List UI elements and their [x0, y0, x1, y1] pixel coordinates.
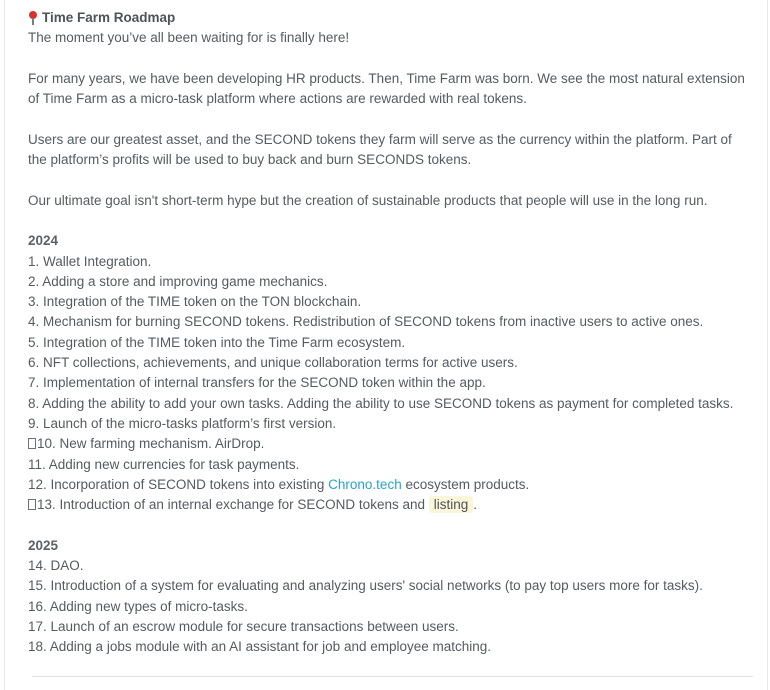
roadmap-item: 3. Integration of the TIME token on the TON blockchain.	[28, 294, 362, 310]
round-pushpin-icon	[28, 10, 38, 26]
paragraph-2-line-2: the platform’s profits will be used to buy back and burn SECONDS tokens.	[28, 152, 472, 168]
year-heading-2025: 2025	[28, 537, 59, 553]
post-title-text: Time Farm Roadmap	[42, 10, 176, 25]
divider	[32, 676, 753, 677]
roadmap-item: 2. Adding a store and improving game mechanics.	[28, 273, 328, 289]
missing-glyph-icon	[28, 499, 36, 510]
roadmap-item: 14. DAO.	[28, 558, 84, 574]
roadmap-item-12	[28, 475, 753, 495]
missing-glyph-icon	[28, 438, 36, 449]
listing-tag: listing	[429, 496, 474, 513]
roadmap-item: 5. Integration of the TIME token into the Time Farm ecosystem.	[28, 334, 406, 350]
roadmap-item: 15. Introduction of a system for evaluating and analyzing users' social networks (to pay top users more for tasks).	[28, 578, 703, 594]
roadmap-item-13-suffix: .	[473, 497, 478, 513]
roadmap-item-10-text: 10. New farming mechanism. AirDrop.	[37, 436, 265, 452]
roadmap-item: 17. Launch of an escrow module for secure transactions between users.	[28, 618, 459, 634]
roadmap-item-13	[28, 495, 753, 515]
roadmap-item: 4. Mechanism for burning SECOND tokens. Redistribution of SECOND tokens from inactive users to active ones.	[28, 314, 704, 330]
year-heading-2024: 2024	[28, 233, 59, 249]
roadmap-item-12-text: 12. Incorporation of SECOND tokens into existing	[28, 476, 329, 492]
roadmap-item: 16. Adding new types of micro-tasks.	[28, 598, 248, 614]
roadmap-item: 11. Adding new currencies for task payments.	[28, 456, 300, 472]
post-content	[28, 8, 753, 658]
roadmap-item: 9. Launch of the micro-tasks platform’s first version.	[28, 415, 337, 431]
roadmap-item: 18. Adding a jobs module with an AI assistant for job and employee matching.	[28, 639, 492, 655]
roadmap-item: 1. Wallet Integration.	[28, 253, 152, 269]
post-title	[28, 8, 753, 28]
roadmap-item: 6. NFT collections, achievements, and unique collaboration terms for active users.	[28, 355, 518, 371]
paragraph-1-line-2: of Time Farm as a micro-task platform where actions are rewarded with real tokens.	[28, 91, 527, 107]
intro-text: The moment you’ve all been waiting for is finally here!	[28, 30, 350, 46]
roadmap-item-12-suffix: ecosystem products.	[401, 476, 530, 492]
chrono-tech-link[interactable]: Chrono.tech	[328, 476, 402, 492]
paragraph-2-line-1: Users are our greatest asset, and the SECOND tokens they farm will serve as the currency within the platform. Part of	[28, 131, 732, 147]
post-card	[4, 0, 768, 690]
roadmap-item-13-text: 13. Introduction of an internal exchange for SECOND tokens and	[37, 497, 429, 513]
paragraph-3: Our ultimate goal isn't short-term hype but the creation of sustainable products that people will use in the long run.	[28, 192, 708, 208]
roadmap-item-10	[28, 434, 753, 454]
roadmap-item: 7. Implementation of internal transfers for the SECOND token within the app.	[28, 375, 486, 391]
roadmap-item: 8. Adding the ability to add your own tasks. Adding the ability to use SECOND tokens as payment for completed tasks.	[28, 395, 734, 411]
paragraph-1-line-1: For many years, we have been developing HR products. Then, Time Farm was born. We see the most natural extension	[28, 70, 745, 86]
